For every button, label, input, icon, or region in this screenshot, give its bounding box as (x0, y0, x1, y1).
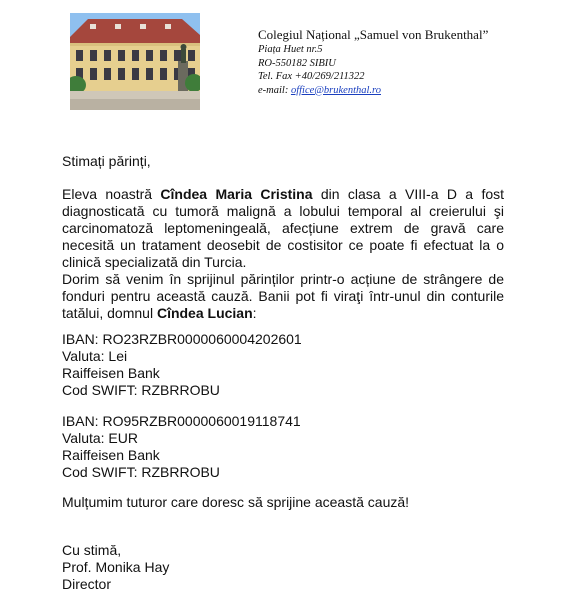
currency-eur: Valuta: EUR (62, 430, 138, 446)
father-name: Cîndea Lucian (156, 305, 253, 321)
email-label: e-mail: (258, 84, 291, 96)
swift-eur: Cod SWIFT: RZBRROBU (62, 464, 220, 480)
student-name: Cîndea Maria Cristina (160, 186, 313, 202)
account-block-lei (62, 331, 504, 399)
p1-intro: Eleva noastră (62, 186, 161, 202)
email-link[interactable]: office@brukenthal.ro (290, 84, 381, 96)
closing: Cu stimă, (62, 542, 122, 558)
paragraph-fundraising (62, 271, 504, 322)
bank-eur: Raiffeisen Bank (62, 447, 160, 463)
iban-lei: IBAN: RO23RZBR0000060004202601 (62, 331, 302, 347)
address-line: Piața Huet nr.5 (258, 44, 323, 55)
p2-colon: : (252, 305, 257, 321)
phone-line: Tel. Fax +40/269/211322 (258, 71, 365, 82)
p1-rest: din clasa a VIII-a D a fost diagnosticată cu tumoră malignă a lobului temporal al creierului şi carcinomatoză leptomeningeală, afecțiune extrem de gravă care necesită un tratament deosebit de costisitor ce poate fi efectuat la o clinică specializată din Turcia. (62, 186, 505, 270)
bank-lei: Raiffeisen Bank (62, 365, 160, 381)
school-building-photo (70, 13, 200, 110)
p2-intro: Dorim să venim în sprijinul părinților printr-o acțiune de strângere de fonduri pentru această cauză. Banii pot fi viraţi într-unul din conturile tatălui, domnul (62, 271, 504, 321)
swift-lei: Cod SWIFT: RZBRROBU (62, 382, 220, 398)
thanks-line: Mulțumim tuturor care doresc să sprijine această cauză! (62, 494, 410, 510)
school-name: Colegiul Național „Samuel von Brukenthal” (258, 27, 489, 42)
email-line (258, 84, 488, 98)
greeting: Stimați părinți, (62, 153, 151, 169)
letterhead (258, 26, 488, 97)
role: Director (62, 576, 112, 592)
signatory: Prof. Monika Hay (62, 559, 170, 575)
paragraph-diagnosis (62, 186, 504, 322)
account-block-eur (62, 413, 504, 481)
signature-block (62, 542, 504, 593)
currency-lei: Valuta: Lei (62, 348, 128, 364)
city-line: RO-550182 SIBIU (258, 57, 336, 69)
school-building-illustration (70, 13, 200, 110)
iban-eur: IBAN: RO95RZBR0000060019118741 (62, 413, 301, 429)
